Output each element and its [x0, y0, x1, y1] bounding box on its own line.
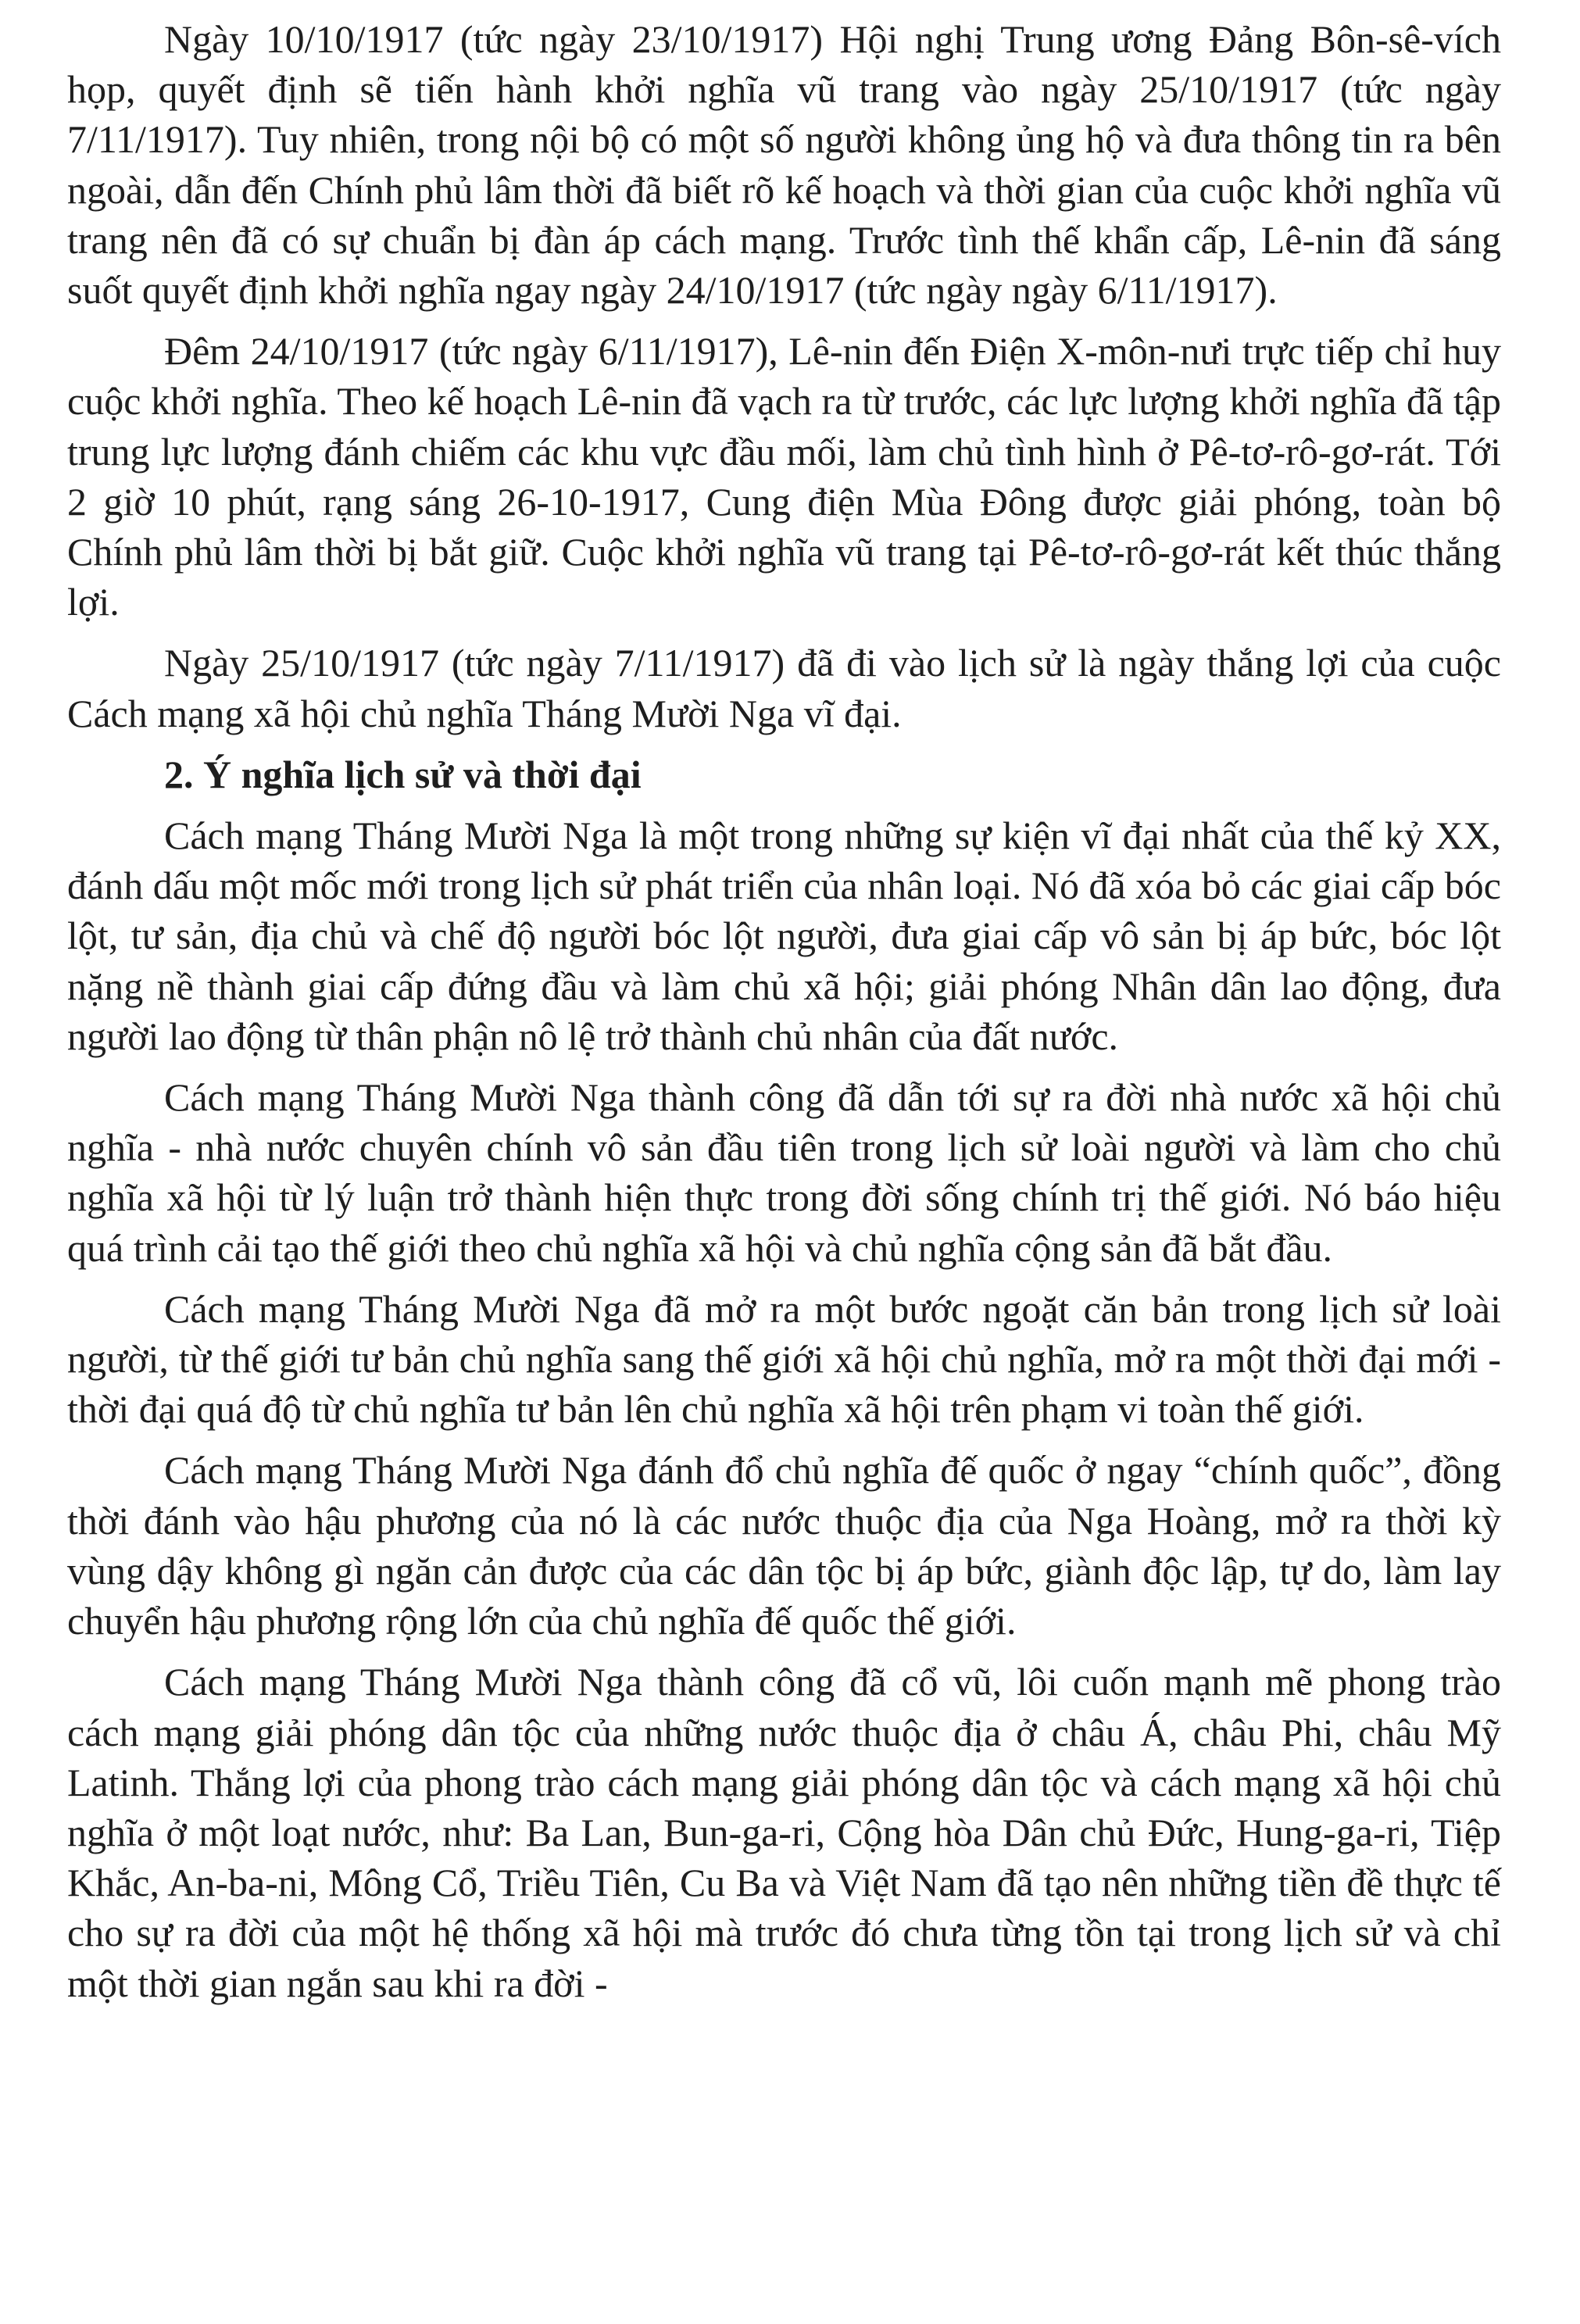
- paragraph-significance-2: Cách mạng Tháng Mười Nga thành công đã dẫn tới sự ra đời nhà nước xã hội chủ nghĩa - nhà nước chuyên chính vô sản đầu tiên trong lịch sử loài người và làm cho chủ nghĩa xã hội từ lý luận trở thành hiện thực trong đời sống chính trị thế giới. Nó báo hiệu quá trình cải tạo thế giới theo chủ nghĩa xã hội và chủ nghĩa cộng sản đã bắt đầu.: [67, 1075, 1501, 1270]
- paragraph-night-uprising: Đêm 24/10/1917 (tức ngày 6/11/1917), Lê-nin đến Điện X-môn-nưi trực tiếp chỉ huy cuộc khởi nghĩa. Theo kế hoạch Lê-nin đã vạch ra từ trước, các lực lượng khởi nghĩa đã tập trung lực lượng đánh chiếm các khu vực đầu mối, làm chủ tình hình ở Pê-tơ-rô-gơ-rát. Tới 2 giờ 10 phút, rạng sáng 26-10-1917, Cung điện Mùa Đông được giải phóng, toàn bộ Chính phủ lâm thời bị bắt giữ. Cuộc khởi nghĩa vũ trang tại Pê-tơ-rô-gơ-rát kết thúc thắng lợi.: [67, 329, 1501, 624]
- document-page: [67, 14, 1501, 2019]
- paragraph-significance-1: Cách mạng Tháng Mười Nga là một trong những sự kiện vĩ đại nhất của thế kỷ XX, đánh dấu một mốc mới trong lịch sử phát triển của nhân loại. Nó đã xóa bỏ các giai cấp bóc lột, tư sản, địa chủ và chế độ người bóc lột người, đưa giai cấp vô sản bị áp bức, bóc lột nặng nề thành giai cấp đứng đầu và làm chủ xã hội; giải phóng Nhân dân lao động, đưa người lao động từ thân phận nô lệ trở thành chủ nhân của đất nước.: [67, 813, 1501, 1058]
- paragraph-significance-5: Cách mạng Tháng Mười Nga thành công đã cổ vũ, lôi cuốn mạnh mẽ phong trào cách mạng giải phóng dân tộc của những nước thuộc địa ở châu Á, châu Phi, châu Mỹ Latinh. Thắng lợi của phong trào cách mạng giải phóng dân tộc và cách mạng xã hội chủ nghĩa ở một loạt nước, như: Ba Lan, Bun-ga-ri, Cộng hòa Dân chủ Đức, Hung-ga-ri, Tiệp Khắc, An-ba-ni, Mông Cổ, Triều Tiên, Cu Ba và Việt Nam đã tạo nên những tiền đề thực tế cho sự ra đời của một hệ thống xã hội mà trước đó chưa từng tồn tại trong lịch sử và chỉ một thời gian ngắn sau khi ra đời -: [67, 1660, 1501, 2005]
- paragraph-significance-4: Cách mạng Tháng Mười Nga đánh đổ chủ nghĩa đế quốc ở ngay “chính quốc”, đồng thời đánh vào hậu phương của nó là các nước thuộc địa của Nga Hoàng, mở ra thời kỳ vùng dậy không gì ngăn cản được của các dân tộc bị áp bức, giành độc lập, tự do, làm lay chuyển hậu phương rộng lớn của chủ nghĩa đế quốc thế giới.: [67, 1448, 1501, 1643]
- paragraph-decision-uprising: Ngày 10/10/1917 (tức ngày 23/10/1917) Hội nghị Trung ương Đảng Bôn-sê-vích họp, quyết định sẽ tiến hành khởi nghĩa vũ trang vào ngày 25/10/1917 (tức ngày 7/11/1917). Tuy nhiên, trong nội bộ có một số người không ủng hộ và đưa thông tin ra bên ngoài, dẫn đến Chính phủ lâm thời đã biết rõ kế hoạch và thời gian của cuộc khởi nghĩa vũ trang nên đã có sự chuẩn bị đàn áp cách mạng. Trước tình thế khẩn cấp, Lê-nin đã sáng suốt quyết định khởi nghĩa ngay ngày 24/10/1917 (tức ngày ngày 6/11/1917).: [67, 17, 1501, 313]
- paragraph-victory-date: Ngày 25/10/1917 (tức ngày 7/11/1917) đã đi vào lịch sử là ngày thắng lợi của cuộc Cách mạng xã hội chủ nghĩa Tháng Mười Nga vĩ đại.: [67, 641, 1501, 735]
- section-heading: 2. Ý nghĩa lịch sử và thời đại: [164, 752, 642, 796]
- paragraph-significance-3: Cách mạng Tháng Mười Nga đã mở ra một bước ngoặt căn bản trong lịch sử loài người, từ thế giới tư bản chủ nghĩa sang thế giới xã hội chủ nghĩa, mở ra một thời đại mới - thời đại quá độ từ chủ nghĩa tư bản lên chủ nghĩa xã hội trên phạm vi toàn thế giới.: [67, 1286, 1501, 1432]
